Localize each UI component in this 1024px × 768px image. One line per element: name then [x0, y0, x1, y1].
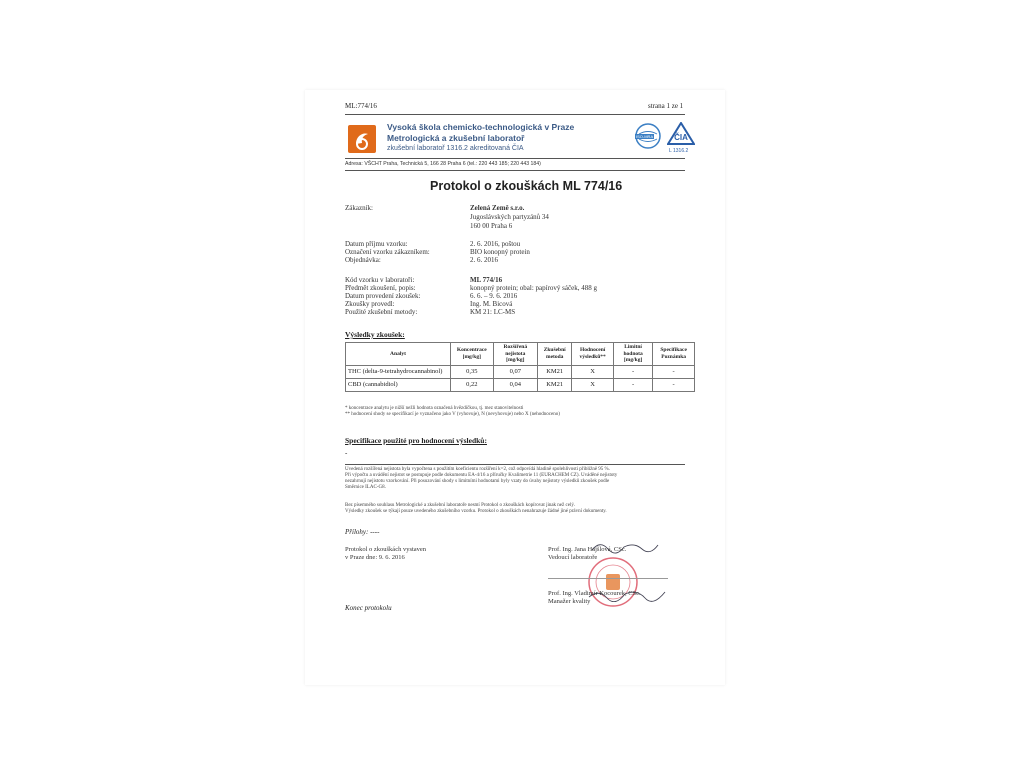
cert-number: L 1316.2: [669, 148, 689, 154]
attachments: Přílohy: ----: [345, 528, 380, 536]
cia-accreditation-icon: [667, 122, 695, 148]
vscht-logo-icon: [347, 124, 377, 154]
table-cell: 0,35: [451, 365, 494, 378]
table-cell: KM21: [538, 365, 572, 378]
table-cell: -: [613, 378, 652, 391]
report-page: [305, 90, 725, 685]
sample-info-label: Objednávka:: [345, 256, 381, 264]
customer-street: Jugoslávských partyzánů 34: [470, 213, 549, 221]
table-cell: X: [572, 365, 614, 378]
lab-info-value: KM 21: LC-MS: [470, 308, 516, 316]
customer-name: Zelená Země s.r.o.: [470, 204, 525, 212]
issued-line: Protokol o zkouškách vystaven: [345, 546, 427, 553]
column-header: Analyt: [346, 343, 451, 366]
column-header: Koncentrace [mg/kg]: [451, 343, 494, 366]
table-cell: 0,07: [493, 365, 538, 378]
end-of-report: Konec protokolu: [345, 604, 392, 612]
lab-info-value: ML 774/16: [470, 276, 503, 284]
signatory-name: Prof. Ing. Jana Hajšlová, CSc.: [548, 546, 627, 553]
table-cell: THC (delta-9-tetrahydrocannabinol): [346, 365, 451, 378]
lab-info-label: Zkoušky provedl:: [345, 300, 395, 308]
customer-city: 160 00 Praha 6: [470, 222, 513, 230]
signatory-role: Manažer kvality: [548, 598, 591, 605]
footnote: ** hodnocení shody se specifikací je vyznačeno jako V (vyhovuje), N (nevyhovuje) nebo X (nehodnoceno): [345, 412, 560, 417]
page-title: Protokol o zkouškách ML 774/16: [430, 179, 623, 193]
table-header-row: [346, 343, 695, 366]
table-cell: -: [613, 365, 652, 378]
table-cell: X: [572, 378, 614, 391]
table-cell: 0,04: [493, 378, 538, 391]
uncertainty-note: Při výpočtu a uvádění nejistot se postupuje podle dokumentu EA-4/16 a příručky Kvalimetrie 11 (EURACHEM CZ). Uváděné nejistoty: [345, 473, 618, 478]
iso-mra-label: ISO-MRA: [636, 134, 654, 139]
lab-info-value: konopný protein; obal: papírový sáček, 488 g: [470, 284, 597, 292]
issued-date: v Praze dne: 9. 6. 2016: [345, 554, 405, 561]
sample-info-label: Datum příjmu vzorku:: [345, 240, 408, 248]
lab-info-label: Použité zkušební metody:: [345, 308, 418, 316]
uncertainty-note: Uvedená rozšířená nejistota byla vypočtena s použitím koeficientu rozšíření k=2, což odpovídá hladině spolehlivosti přibližně 95 %.: [345, 467, 610, 472]
sample-info-value: 2. 6. 2016: [470, 256, 498, 264]
footnote: * koncentrace analytu je nižší nežli hodnota označená hvězdičkou, tj. mez stanovitelnosti: [345, 406, 524, 411]
page-number: strana 1 ze 1: [648, 102, 684, 110]
results-table: [345, 342, 695, 392]
header-lab-name: Metrologická a zkušební laboratoř: [387, 133, 525, 143]
uncertainty-note: nezahrnují nejistotu vzorkování. Při posuzování shody s limitními hodnotami byly vzaty do úvahy nejistoty výsledků zkoušek podle: [345, 479, 610, 484]
notes-divider: [345, 464, 685, 465]
column-header: Specifikace Poznámka: [653, 343, 695, 366]
spec-value: -: [345, 449, 348, 457]
address-line: Adresa: VŠCHT Praha, Technická 5, 166 28 Praha 6 (tel.: 220 443 185; 220 443 184): [345, 161, 541, 167]
lab-info-value: 6. 6. – 9. 6. 2016: [470, 292, 518, 300]
table-cell: -: [653, 378, 695, 391]
signatory-role: Vedoucí laboratoře: [548, 554, 598, 561]
column-header: Zkušební metoda: [538, 343, 572, 366]
address-divider: [345, 170, 685, 171]
copy-note: Výsledky zkoušek se týkají pouze uvedeného zkušebního vzorku. Protokol o zkouškách nenahrazuje žádné jiné právní dokumenty.: [345, 509, 607, 514]
signature-line: [548, 578, 668, 579]
svg-text:ČIA: ČIA: [674, 133, 688, 142]
sample-info-value: 2. 6. 2016, poštou: [470, 240, 521, 248]
document-reference: ML:774/16: [345, 102, 377, 110]
column-header: Limitní hodnota [mg/kg]: [613, 343, 652, 366]
table-row: [346, 365, 695, 378]
top-divider: [345, 114, 685, 115]
lab-info-label: Datum provedení zkoušek:: [345, 292, 421, 300]
lab-info-value: Ing. M. Bicová: [470, 300, 513, 308]
lab-info-label: Předmět zkoušení, popis:: [345, 284, 416, 292]
table-row: [346, 378, 695, 391]
table-cell: CBD (cannabidiol): [346, 378, 451, 391]
header-divider: [345, 158, 685, 159]
lab-info-label: Kód vzorku v laboratoři:: [345, 276, 415, 284]
table-cell: KM21: [538, 378, 572, 391]
uncertainty-note: Směrnice ILAC-G8.: [345, 485, 386, 490]
header-accreditation: zkušební laboratoř 1316.2 akreditovaná ČIA: [387, 145, 524, 152]
customer-label: Zákazník:: [345, 204, 373, 212]
sample-info-value: BIO konopný protein: [470, 248, 530, 256]
signatory-name: Prof. Ing. Vladimír Kocourek, CSc.: [548, 590, 641, 597]
results-heading: Výsledky zkoušek:: [345, 330, 405, 339]
spec-heading: Specifikace použité pro hodnocení výsledků:: [345, 436, 487, 445]
column-header: Rozšířená nejistota [mg/kg]: [493, 343, 538, 366]
column-header: Hodnocení výsledků**: [572, 343, 614, 366]
table-cell: 0,22: [451, 378, 494, 391]
header-university: Vysoká škola chemicko-technologická v Praze: [387, 122, 575, 132]
sample-info-label: Označení vzorku zákazníkem:: [345, 248, 430, 256]
table-cell: -: [653, 365, 695, 378]
copy-note: Bez písemného souhlasu Metrologické a zkušební laboratoře nesmí Protokol o zkouškách kopírovat jinak než celý.: [345, 503, 576, 508]
